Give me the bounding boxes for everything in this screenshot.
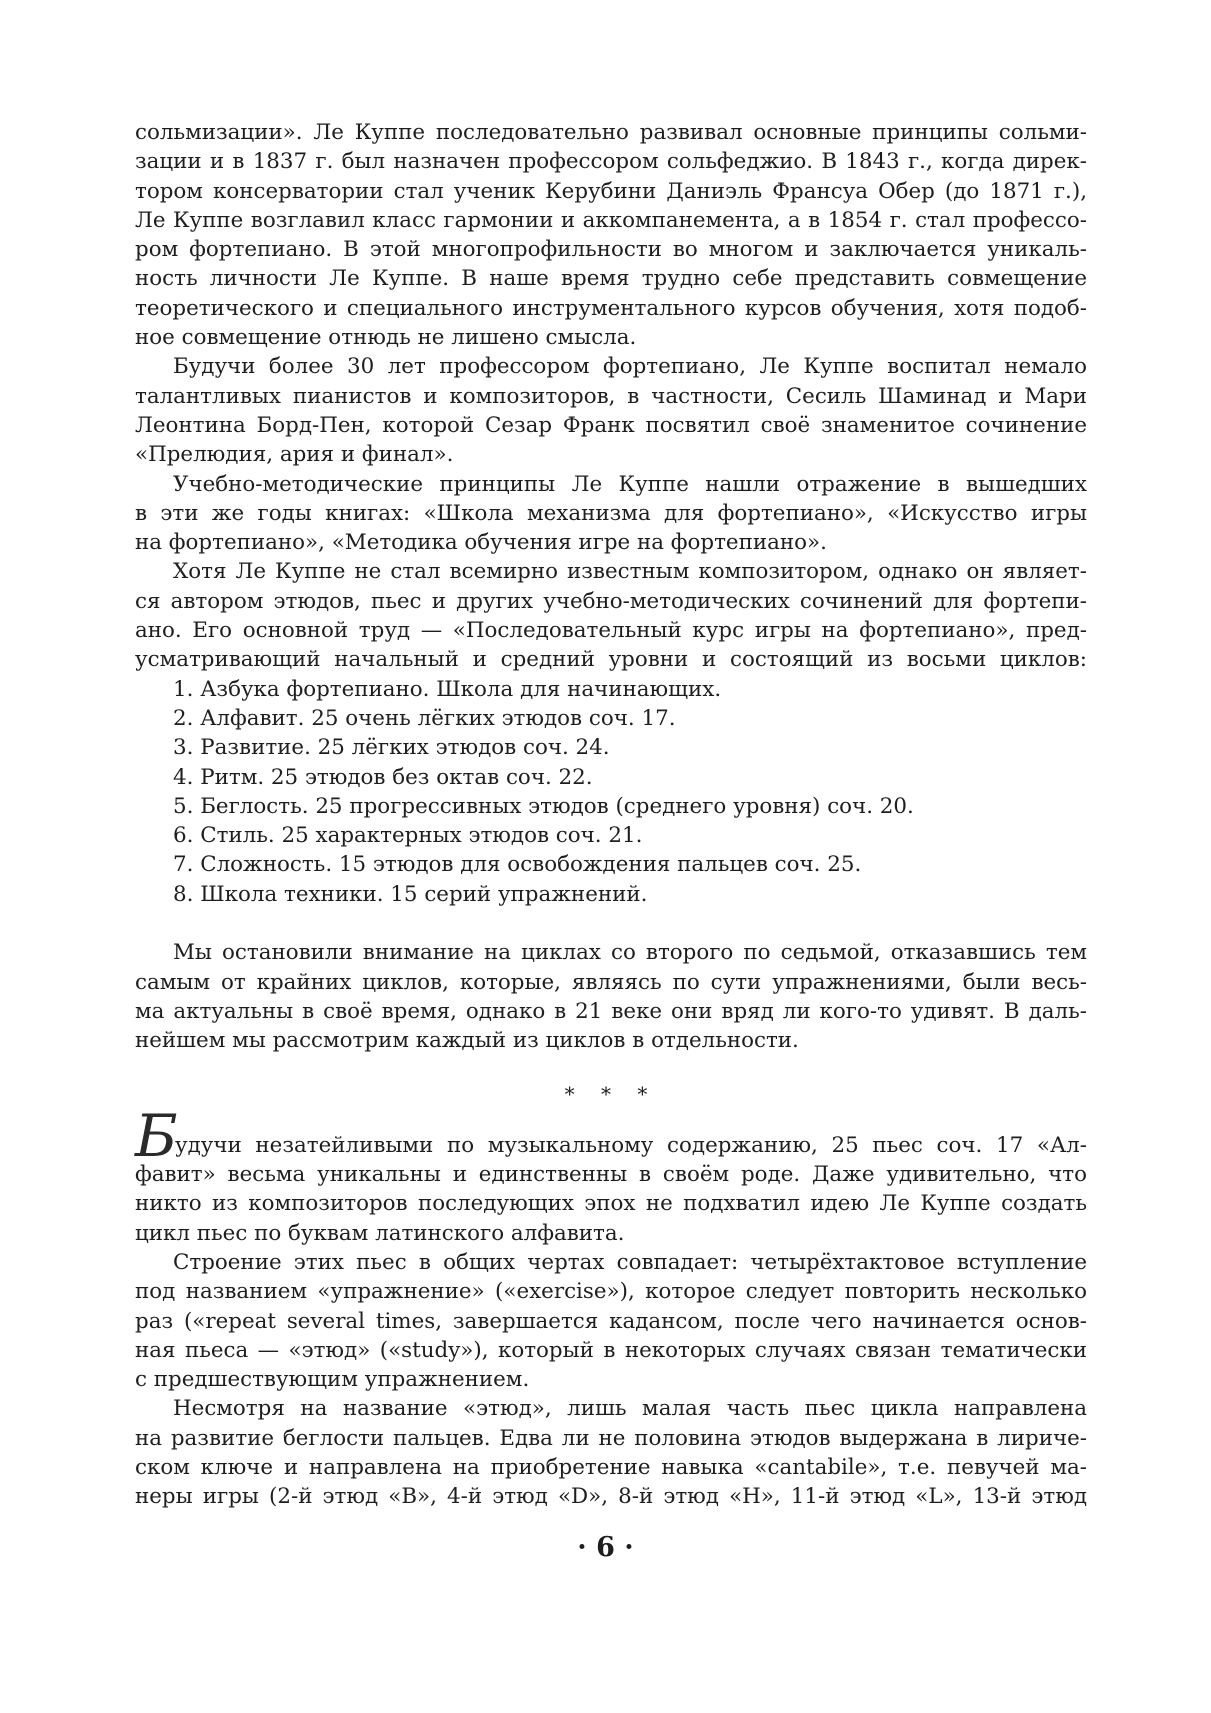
text-line: ском ключе и направлена на приобретение навыка «cantabile», т.е. певучей ма- <box>135 1455 1087 1481</box>
text-line: самым от крайних циклов, которые, являясь по сути упражнениями, были весь- <box>135 969 1087 995</box>
text-line: ма актуальны в своё время, однако в 21 веке они вряд ли кого-то удивят. В даль- <box>135 998 1087 1024</box>
text-line: ное совмещение отнюдь не лишено смысла. <box>135 325 637 351</box>
cycle-list <box>135 675 1087 909</box>
text-line: цикл пьес по буквам латинского алфавита. <box>135 1220 625 1246</box>
list-item: 1. Азбука фортепиано. Школа для начинающих. <box>173 676 722 702</box>
text-line: талантливых пианистов и композиторов, в частности, Сесиль Шаминад и Мари <box>135 383 1087 409</box>
section2-paragraph-2 <box>135 1248 1087 1394</box>
page-body <box>135 118 1087 1512</box>
paragraph-2 <box>135 352 1087 469</box>
text-line: с предшествующим упражнением. <box>135 1367 530 1393</box>
section2-paragraph-1 <box>135 1101 1087 1248</box>
page-number: · 6 · <box>577 1532 634 1563</box>
text-line: Строение этих пьес в общих чертах совпадает: четырёхтактовое вступление <box>173 1249 1087 1275</box>
drop-cap: Б <box>135 1101 178 1170</box>
text-line: Будучи более 30 лет профессором фортепиано, Ле Куппе воспитал немало <box>173 354 1087 380</box>
paragraph-4 <box>135 557 1087 674</box>
text-line: теоретического и специального инструментального курсов обучения, хотя подоб- <box>135 295 1087 321</box>
text-line: ная пьеса — «этюд» («study»), который в некоторых случаях связан тематически <box>135 1337 1087 1363</box>
list-item: 5. Беглость. 25 прогрессивных этюдов (среднего уровня) соч. 20. <box>173 793 914 819</box>
paragraph-3 <box>135 470 1087 558</box>
text-line: неры игры (2-й этюд «B», 4-й этюд «D», 8-й этюд «H», 11-й этюд «L», 13-й этюд <box>135 1484 1087 1510</box>
list-item: 7. Сложность. 15 этюдов для освобождения пальцев соч. 25. <box>173 852 862 878</box>
list-item: 2. Алфавит. 25 очень лёгких этюдов соч. 17. <box>173 705 676 731</box>
text-line: тором консерватории стал ученик Керубини Даниэль Франсуа Обер (до 1871 г.), <box>135 178 1087 204</box>
text-line: под названием «упражнение» («exercise»), которое следует повторить несколько <box>135 1279 1087 1305</box>
list-item: 6. Стиль. 25 характерных этюдов соч. 21. <box>173 823 643 849</box>
text-line: раз («repeat several times, завершается кадансом, после чего начинается основ- <box>135 1308 1087 1334</box>
text-line: ром фортепиано. В этой многопрофильности во многом и заключается уникаль- <box>135 237 1087 263</box>
text-line: нейшем мы рассмотрим каждый из циклов в отдельности. <box>135 1028 799 1054</box>
text-line: никто из композиторов последующих эпох не подхватил идею Ле Куппе создать <box>135 1191 1087 1217</box>
text-line: зации и в 1837 г. был назначен профессором сольфеджио. В 1843 г., когда дирек- <box>135 149 1087 175</box>
text-line: усматривающий начальный и средний уровни и состоящий из восьми циклов: <box>135 647 1087 673</box>
text-line: ность личности Ле Куппе. В наше время трудно себе представить совмещение <box>135 266 1087 292</box>
text-line: Мы остановили внимание на циклах со второго по седьмой, отказавшись тем <box>173 940 1087 966</box>
section2-paragraph-3 <box>135 1394 1087 1511</box>
paragraph-after-list <box>135 938 1087 1055</box>
text-line: Хотя Ле Куппе не стал всемирно известным композитором, однако он являет- <box>173 559 1087 585</box>
paragraph-1 <box>135 118 1087 352</box>
text-line: Учебно-методические принципы Ле Куппе нашли отражение в вышедших <box>173 471 1087 497</box>
spacer <box>135 909 1087 938</box>
text-line: Ле Куппе возглавил класс гармонии и аккомпанемента, а в 1854 г. стал профессо- <box>135 207 1087 233</box>
text-line: ано. Его основной труд — «Последовательный курс игры на фортепиано», пред- <box>135 618 1087 644</box>
text-line: сольмизации». Ле Куппе последовательно развивал основные принципы сольми- <box>135 120 1087 145</box>
text-line: ся автором этюдов, пьес и других учебно-методических сочинений для фортепи- <box>135 588 1087 614</box>
text-line: на развитие беглости пальцев. Едва ли не половина этюдов выдержана в лириче- <box>135 1425 1087 1451</box>
list-item: 8. Школа техники. 15 серий упражнений. <box>173 881 648 907</box>
text-line: Леонтина Борд-Пен, которой Сезар Франк посвятил своё знаменитое сочинение <box>135 412 1087 438</box>
text-line: Несмотря на название «этюд», лишь малая часть пьес цикла направлена <box>173 1396 1087 1422</box>
text-line <box>135 1101 1087 1170</box>
text-line: фавит» весьма уникальны и единственны в своём роде. Даже удивительно, что <box>135 1162 1087 1188</box>
list-item: 4. Ритм. 25 этюдов без октав соч. 22. <box>173 764 593 790</box>
dropcap-line-text: удучи незатейливыми по музыкальному содержанию, 25 пьес соч. 17 «Ал- <box>175 1132 1087 1158</box>
text-line: в эти же годы книгах: «Школа механизма для фортепиано», «Искусство игры <box>135 500 1087 526</box>
list-item: 3. Развитие. 25 лёгких этюдов соч. 24. <box>173 735 610 761</box>
text-line: «Прелюдия, ария и финал». <box>135 442 454 468</box>
section-separator: * * * <box>564 1081 658 1106</box>
text-line: на фортепиано», «Методика обучения игре на фортепиано». <box>135 530 827 556</box>
